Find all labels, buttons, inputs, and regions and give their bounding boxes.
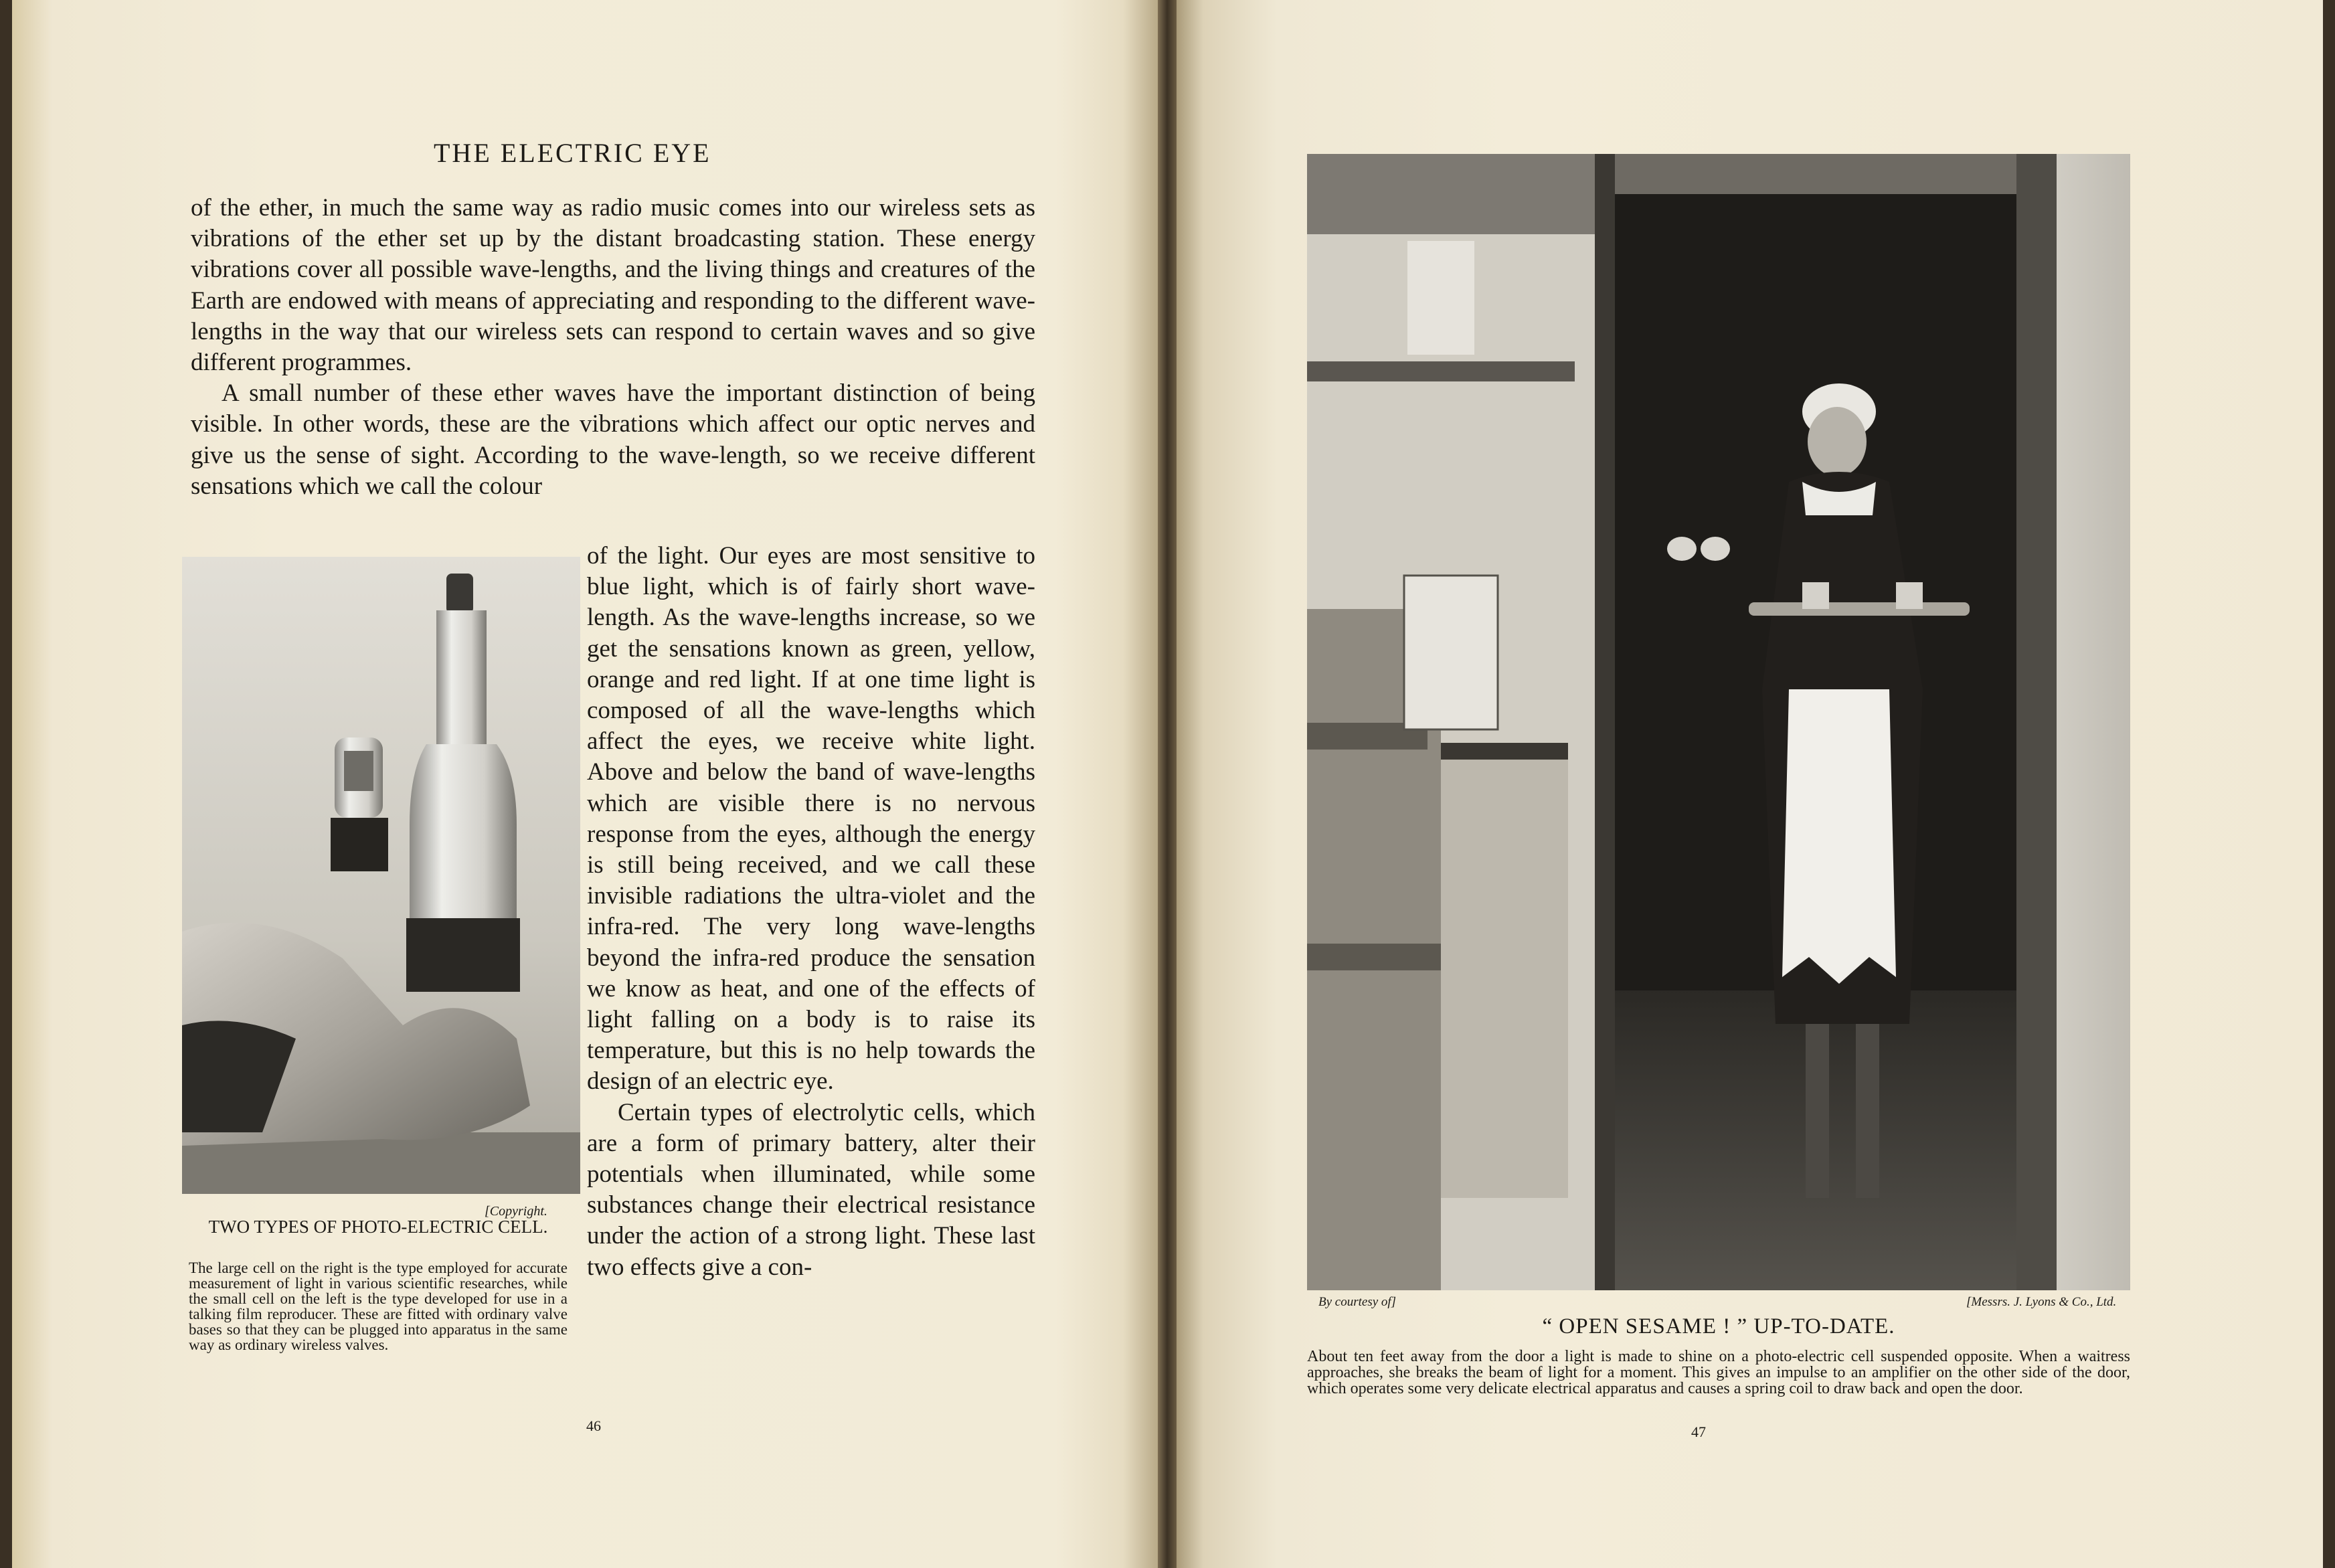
waitress-door-photo — [1307, 154, 2130, 1290]
photo-title: “ OPEN SESAME ! ” UP-TO-DATE. — [1542, 1314, 1895, 1338]
photo-credit-right: [Messrs. J. Lyons & Co., Ltd. — [1966, 1295, 2117, 1309]
book-gutter — [1158, 0, 1177, 1568]
text-block-column — [587, 541, 1035, 1283]
photo-caption: About ten feet away from the door a light is made to shine on a photo-electric cell suspended opposite. When a waitress approaches, she breaks the beam of light for a moment. This gives an impulse to an amplifier on the other side of the door, which operates some very delicate electrical apparatus and causes a spring coil to draw back and open the door. — [1307, 1348, 2130, 1397]
figure-title: TWO TYPES OF PHOTO-ELECTRIC CELL. — [208, 1217, 548, 1237]
paragraph-2-start: A small number of these ether waves have the important distinction of being visible. In other words, these are the vibrations which affect our optic nerves and give us the sense of sight. According to the wave-length, so we receive different sensations which we call the colour — [191, 379, 1035, 500]
photo-electric-cells-photo — [182, 557, 580, 1194]
page-number-right: 47 — [1691, 1423, 1706, 1440]
figure-caption: The large cell on the right is the type employed for accurate measurement of light in various scientific researches, while the small cell on the left is the type developed for use in a talking film reproducer. These are fitted with ordinary valve bases so that they can be plugged into apparatus in the same way as ordinary wireless valves. — [189, 1259, 568, 1353]
text-block-top — [191, 193, 1035, 502]
paragraph-2-cont: of the light. Our eyes are most sensitive to blue light, which is of fairly short wave-length. As the wave-lengths increase, so we get the sensations known as green, yellow, orange and red light. If at one time light is composed of all the wave-lengths which affect the eyes, we receive white light. Above and below the band of wave-lengths which are visible there is no nervous response from the eyes, although the energy is still being received, and we call these invisible radiations the ultra-violet and the infra-red. The very long wave-lengths beyond the infra-red produce the sensation we know as heat, and one of the effects of light falling on a body is to raise its temperature, but this is no help towards the design of an electric eye. — [587, 542, 1035, 1096]
page-number-left: 46 — [586, 1417, 601, 1434]
photo-credit-left: By courtesy of] — [1318, 1295, 1397, 1309]
paragraph-3: Certain types of electrolytic cells, which are a form of primary battery, alter their potentials when illuminated, while some substances change their electrical resistance under the action of a strong light. These last two effects give a con- — [587, 1098, 1035, 1281]
figure-copyright: [Copyright. — [485, 1204, 547, 1219]
paragraph-1: of the ether, in much the same way as radio music comes into our wireless sets as vibrations of the ether set up by the distant broadcasting station. These energy vibrations cover all possible wave-lengths, and the living things and creatures of the Earth are endowed with means of appreciating and responding to the different wave-lengths in the way that our wireless sets can respond to certain waves and so give different programmes. — [191, 194, 1035, 377]
running-head: THE ELECTRIC EYE — [434, 138, 711, 168]
